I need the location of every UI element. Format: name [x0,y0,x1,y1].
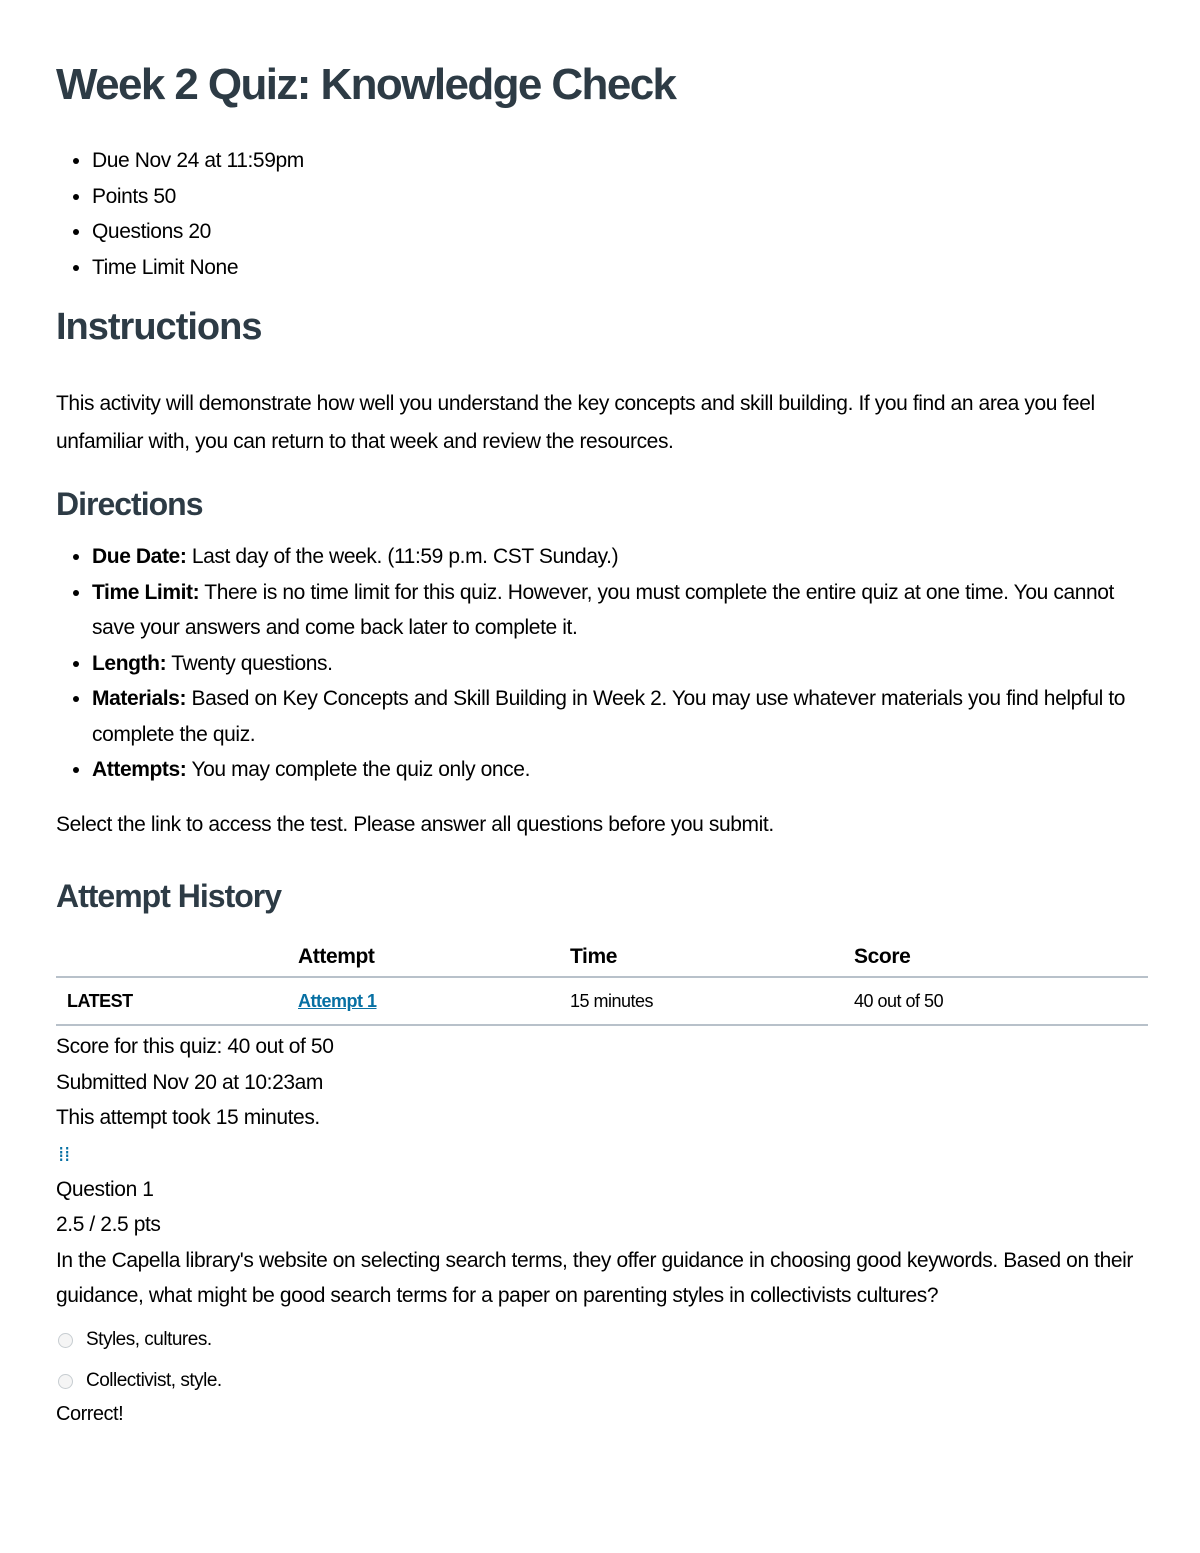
column-header-time: Time [570,938,854,977]
answer-option[interactable] [56,1361,1156,1402]
table-row [56,977,1148,1025]
directions-item-label: Due Date: [92,545,187,568]
directions-item-text: You may complete the quiz only once. [186,758,531,781]
question-points: 2.5 / 2.5 pts [56,1213,161,1236]
column-header-score: Score [854,938,1148,977]
directions-item-label: Materials: [92,687,187,710]
attempt-history-table [56,938,1148,1026]
answer-feedback: Correct! [56,1402,124,1425]
directions-item-materials [92,681,1152,752]
table-header-row [56,938,1148,977]
answer-option-label: Styles, cultures. [86,1329,212,1350]
directions-item-attempts [92,752,1152,788]
drag-handle-icon[interactable]: ⁞⁞ [58,1141,70,1166]
attempt-score-cell: 40 out of 50 [854,977,1148,1025]
attempt-status-cell: LATEST [56,977,298,1025]
directions-heading: Directions [56,486,203,522]
instructions-text: This activity will demonstrate how well you understand the key concepts and skill building. If you find an area you feel unfamiliar with, you can return to that week and review the resources. [56,392,1095,453]
directions-list [56,539,1152,788]
directions-item-time-limit [92,575,1152,646]
column-header-status [56,938,298,977]
time-limit-detail: • Time Limit None [92,250,304,286]
quiz-details-list [56,143,304,285]
directions-item-length [92,646,1152,682]
points-detail: • Points 50 [92,179,304,215]
answer-option-label: Collectivist, style. [86,1370,222,1391]
radio-button[interactable] [58,1333,73,1348]
question-text: In the Capella library's website on selecting search terms, they offer guidance in choosing good keywords. Based on their guidance, what might be good search terms for a paper on parenting styles in collectivists cultures? [56,1248,1134,1307]
quiz-score-summary: Score for this quiz: 40 out of 50 [56,1035,334,1058]
question-title: Question 1 [56,1177,154,1201]
directions-item-due-date [92,539,1152,575]
answer-option[interactable] [56,1320,1156,1361]
select-link-instruction: Select the link to access the test. Please answer all questions before you submit. [56,813,774,836]
instructions-heading: Instructions [56,306,262,348]
questions-detail: • Questions 20 [92,214,304,250]
directions-item-text: There is no time limit for this quiz. However, you must complete the entire quiz at one time. You cannot save your answers and come back later to complete it. [92,580,1114,639]
attempt-details [56,1029,1156,1426]
directions-item-label: Attempts: [92,758,187,781]
page-title: Week 2 Quiz: Knowledge Check [56,60,676,109]
attempt-cell [298,977,570,1025]
directions-item-label: Length: [92,651,167,675]
due-date-detail: • Due Nov 24 at 11:59pm [92,143,304,179]
directions-item-label: Time Limit: [92,580,200,604]
directions-item-text: Based on Key Concepts and Skill Building in Week 2. You may use whatever materials you find helpful to complete the quiz. [92,687,1126,746]
attempt-1-link[interactable]: Attempt 1 [298,990,377,1011]
attempt-duration: This attempt took 15 minutes. [56,1106,320,1129]
directions-item-text: Twenty questions. [166,651,333,675]
radio-button[interactable] [58,1374,73,1389]
attempt-history-heading: Attempt History [56,878,282,914]
column-header-attempt: Attempt [298,938,570,977]
attempt-time-cell: 15 minutes [570,977,854,1025]
submitted-timestamp: Submitted Nov 20 at 10:23am [56,1070,324,1094]
directions-item-text: Last day of the week. (11:59 p.m. CST Sunday.) [186,545,619,568]
